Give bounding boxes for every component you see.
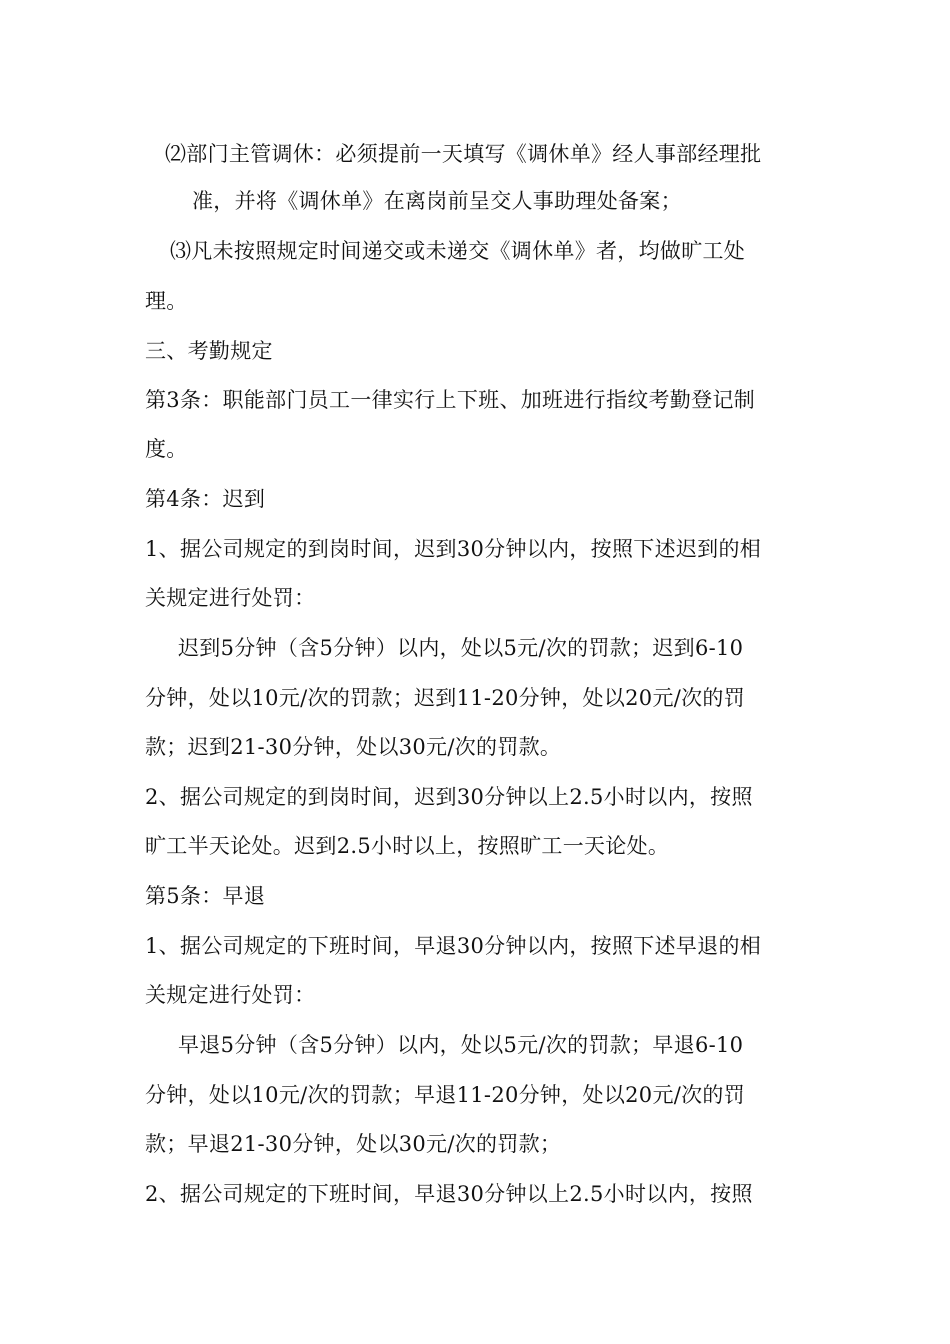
text-line: 旷工半天论处。迟到2.5小时以上，按照旷工一天论处。	[145, 834, 670, 858]
text-line: 准，并将《调休单》在离岗前呈交人事助理处备案；	[192, 189, 682, 213]
text-line: 理。	[145, 289, 188, 313]
text-line: 度。	[145, 437, 188, 461]
text-line: 关规定进行处罚：	[145, 586, 316, 610]
article-heading: 第5条：早退	[145, 884, 266, 908]
text-line: 1、据公司规定的到岗时间，迟到30分钟以内，按照下述迟到的相	[145, 537, 762, 561]
section-heading: 三、考勤规定	[145, 339, 273, 363]
text-line: 款；早退21-30分钟，处以30元/次的罚款；	[145, 1132, 562, 1156]
text-line: 迟到5分钟（含5分钟）以内，处以5元/次的罚款；迟到6-10	[178, 636, 744, 660]
text-line: 2、据公司规定的到岗时间，迟到30分钟以上2.5小时以内，按照	[145, 785, 753, 809]
text-line: 分钟，处以10元/次的罚款；迟到11-20分钟，处以20元/次的罚	[145, 686, 746, 710]
text-line: 早退5分钟（含5分钟）以内，处以5元/次的罚款；早退6-10	[178, 1033, 744, 1057]
text-line: 分钟，处以10元/次的罚款；早退11-20分钟，处以20元/次的罚	[145, 1083, 746, 1107]
text-line: ⑶凡未按照规定时间递交或未递交《调休单》者，均做旷工处	[170, 239, 746, 263]
text-line: 1、据公司规定的下班时间，早退30分钟以内，按照下述早退的相	[145, 934, 762, 958]
text-line: 第3条：职能部门员工一律实行上下班、加班进行指纹考勤登记制	[145, 388, 756, 412]
text-line: ⑵部门主管调休：必须提前一天填写《调休单》经人事部经理批	[165, 142, 762, 166]
article-heading: 第4条：迟到	[145, 487, 266, 511]
text-line: 关规定进行处罚：	[145, 983, 316, 1007]
text-line: 款；迟到21-30分钟，处以30元/次的罚款。	[145, 735, 562, 759]
text-line: 2、据公司规定的下班时间，早退30分钟以上2.5小时以内，按照	[145, 1182, 753, 1206]
